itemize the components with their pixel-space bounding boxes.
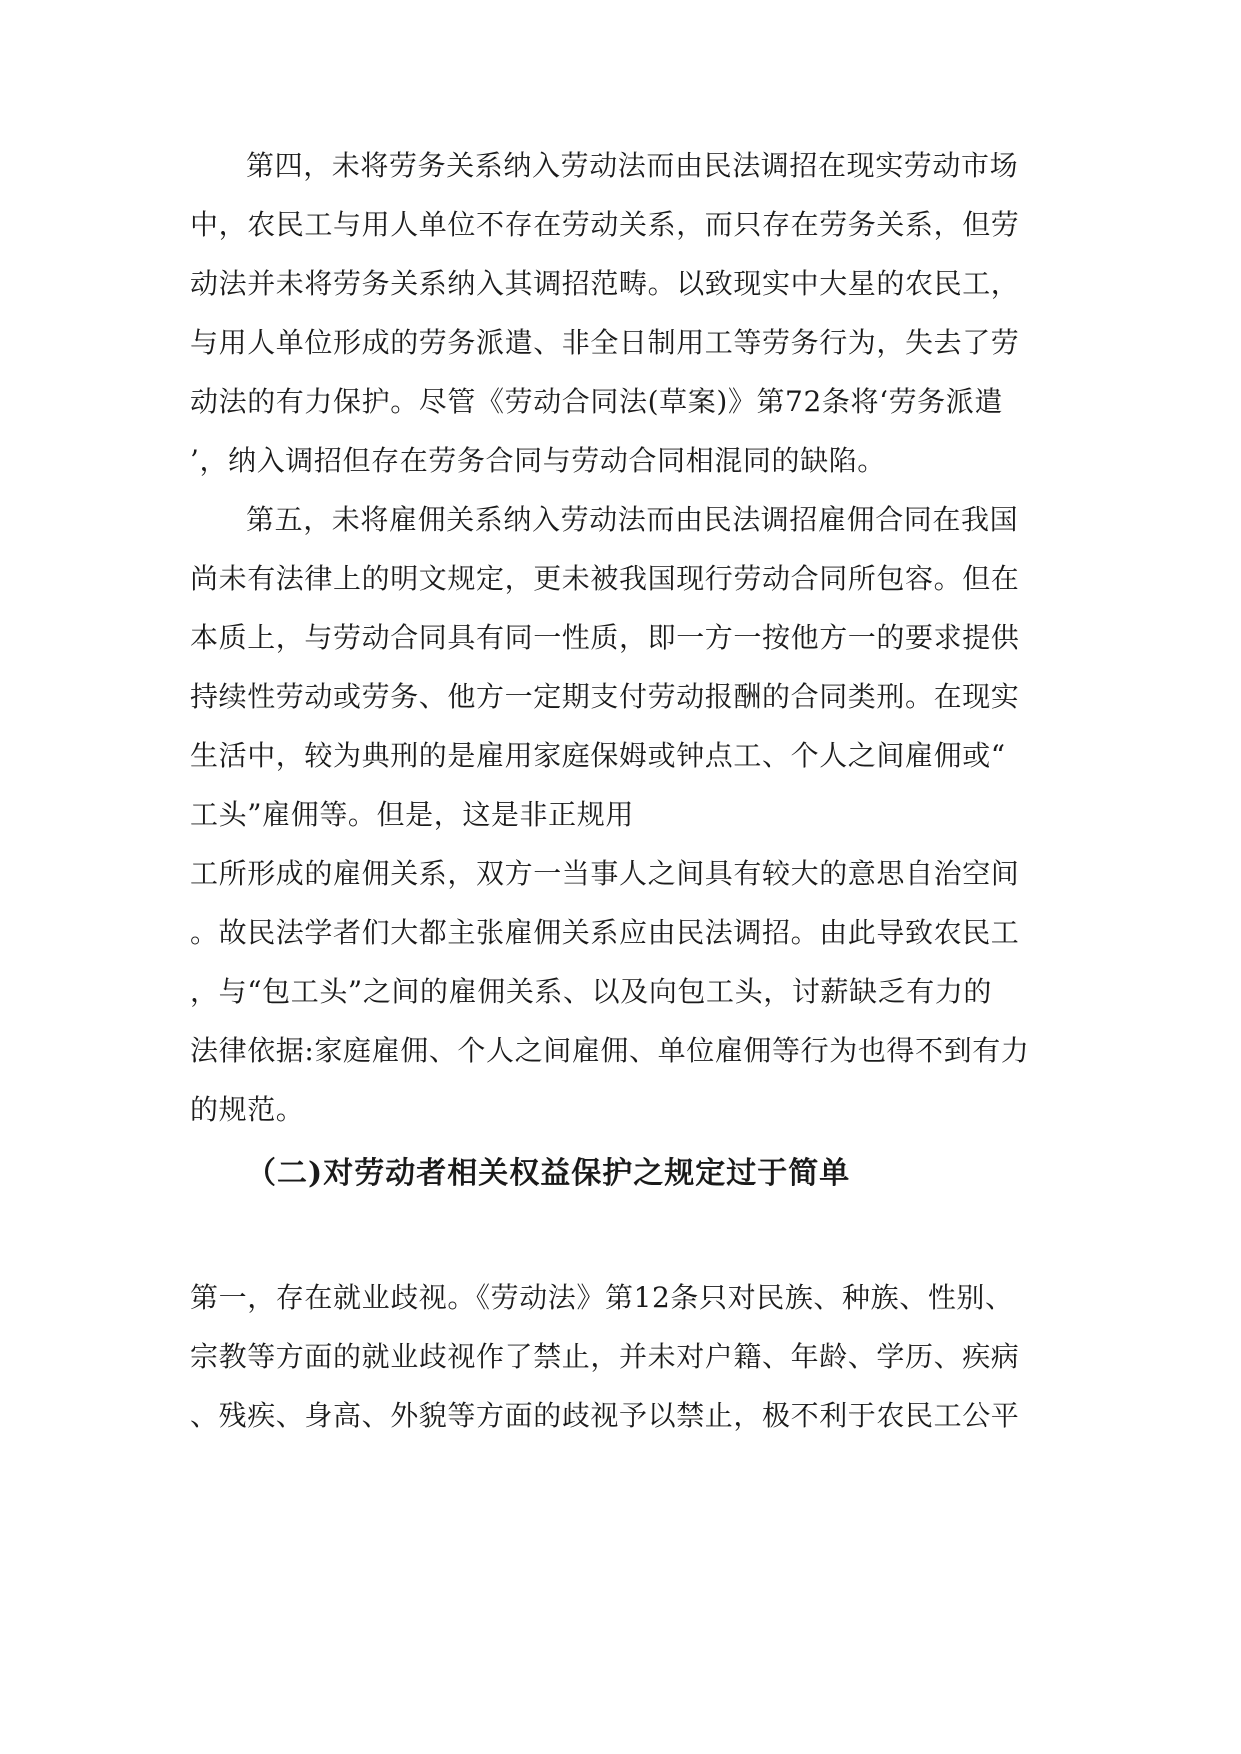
- paragraph-line: 持续性劳动或劳务、他方一定期支付劳动报酬的合同类刑。在现实: [190, 680, 1020, 713]
- paragraph-line: 动法的有力保护。尽管《劳动合同法(草案)》第72条将‘劳务派遣: [190, 385, 1003, 418]
- paragraph-line: 第一，存在就业歧视。《劳动法》第12条只对民族、种族、性别、: [190, 1281, 1014, 1314]
- paragraph-line: ，与“包工头”之间的雇佣关系、以及向包工头，讨薪缺乏有力的: [190, 975, 993, 1008]
- paragraph-line: 第五，未将雇佣关系纳入劳动法而由民法调招雇佣合同在我国: [246, 503, 1019, 536]
- paragraph-line: ’，纳入调招但存在劳务合同与劳动合同相混同的缺陷。: [190, 444, 886, 477]
- paragraph-line: 生活中，较为典刑的是雇用家庭保姆或钟点工、个人之间雇佣或“: [190, 739, 1006, 772]
- paragraph-line: 与用人单位形成的劳务派遣、非全日制用工等劳务行为，失去了劳: [190, 326, 1020, 359]
- paragraph-line: 、残疾、身高、外貌等方面的歧视予以禁止，极不利于农民工公平: [190, 1399, 1020, 1432]
- paragraph-line: 的规范。: [190, 1093, 305, 1126]
- section-heading: （二)对劳动者相关权益保护之规定过于简单: [246, 1156, 851, 1191]
- paragraph-line: 工所形成的雇佣关系，双方一当事人之间具有较大的意思自治空间: [190, 857, 1020, 890]
- paragraph-line: 法律依据:家庭雇佣、个人之间雇佣、单位雇佣等行为也得不到有力: [190, 1034, 1030, 1067]
- paragraph-line: 本质上，与劳动合同具有同一性质，即一方一按他方一的要求提供: [190, 621, 1020, 654]
- paragraph-line: 中，农民工与用人单位不存在劳动关系，而只存在劳务关系，但劳: [190, 208, 1020, 241]
- paragraph-line: 工头”雇佣等。但是，这是非正规用: [190, 798, 634, 831]
- paragraph-line: 第四，未将劳务关系纳入劳动法而由民法调招在现实劳动市场: [246, 149, 1019, 182]
- paragraph-line: 尚未有法律上的明文规定，更未被我国现行劳动合同所包容。但在: [190, 562, 1020, 595]
- paragraph-line: 动法并未将劳务关系纳入其调招范畴。以致现实中大星的农民工，: [190, 267, 1020, 300]
- paragraph-line: 。故民法学者们大都主张雇佣关系应由民法调招。由此导致农民工: [190, 916, 1020, 949]
- paragraph-line: 宗教等方面的就业歧视作了禁止，并未对户籍、年龄、学历、疾病: [190, 1340, 1020, 1373]
